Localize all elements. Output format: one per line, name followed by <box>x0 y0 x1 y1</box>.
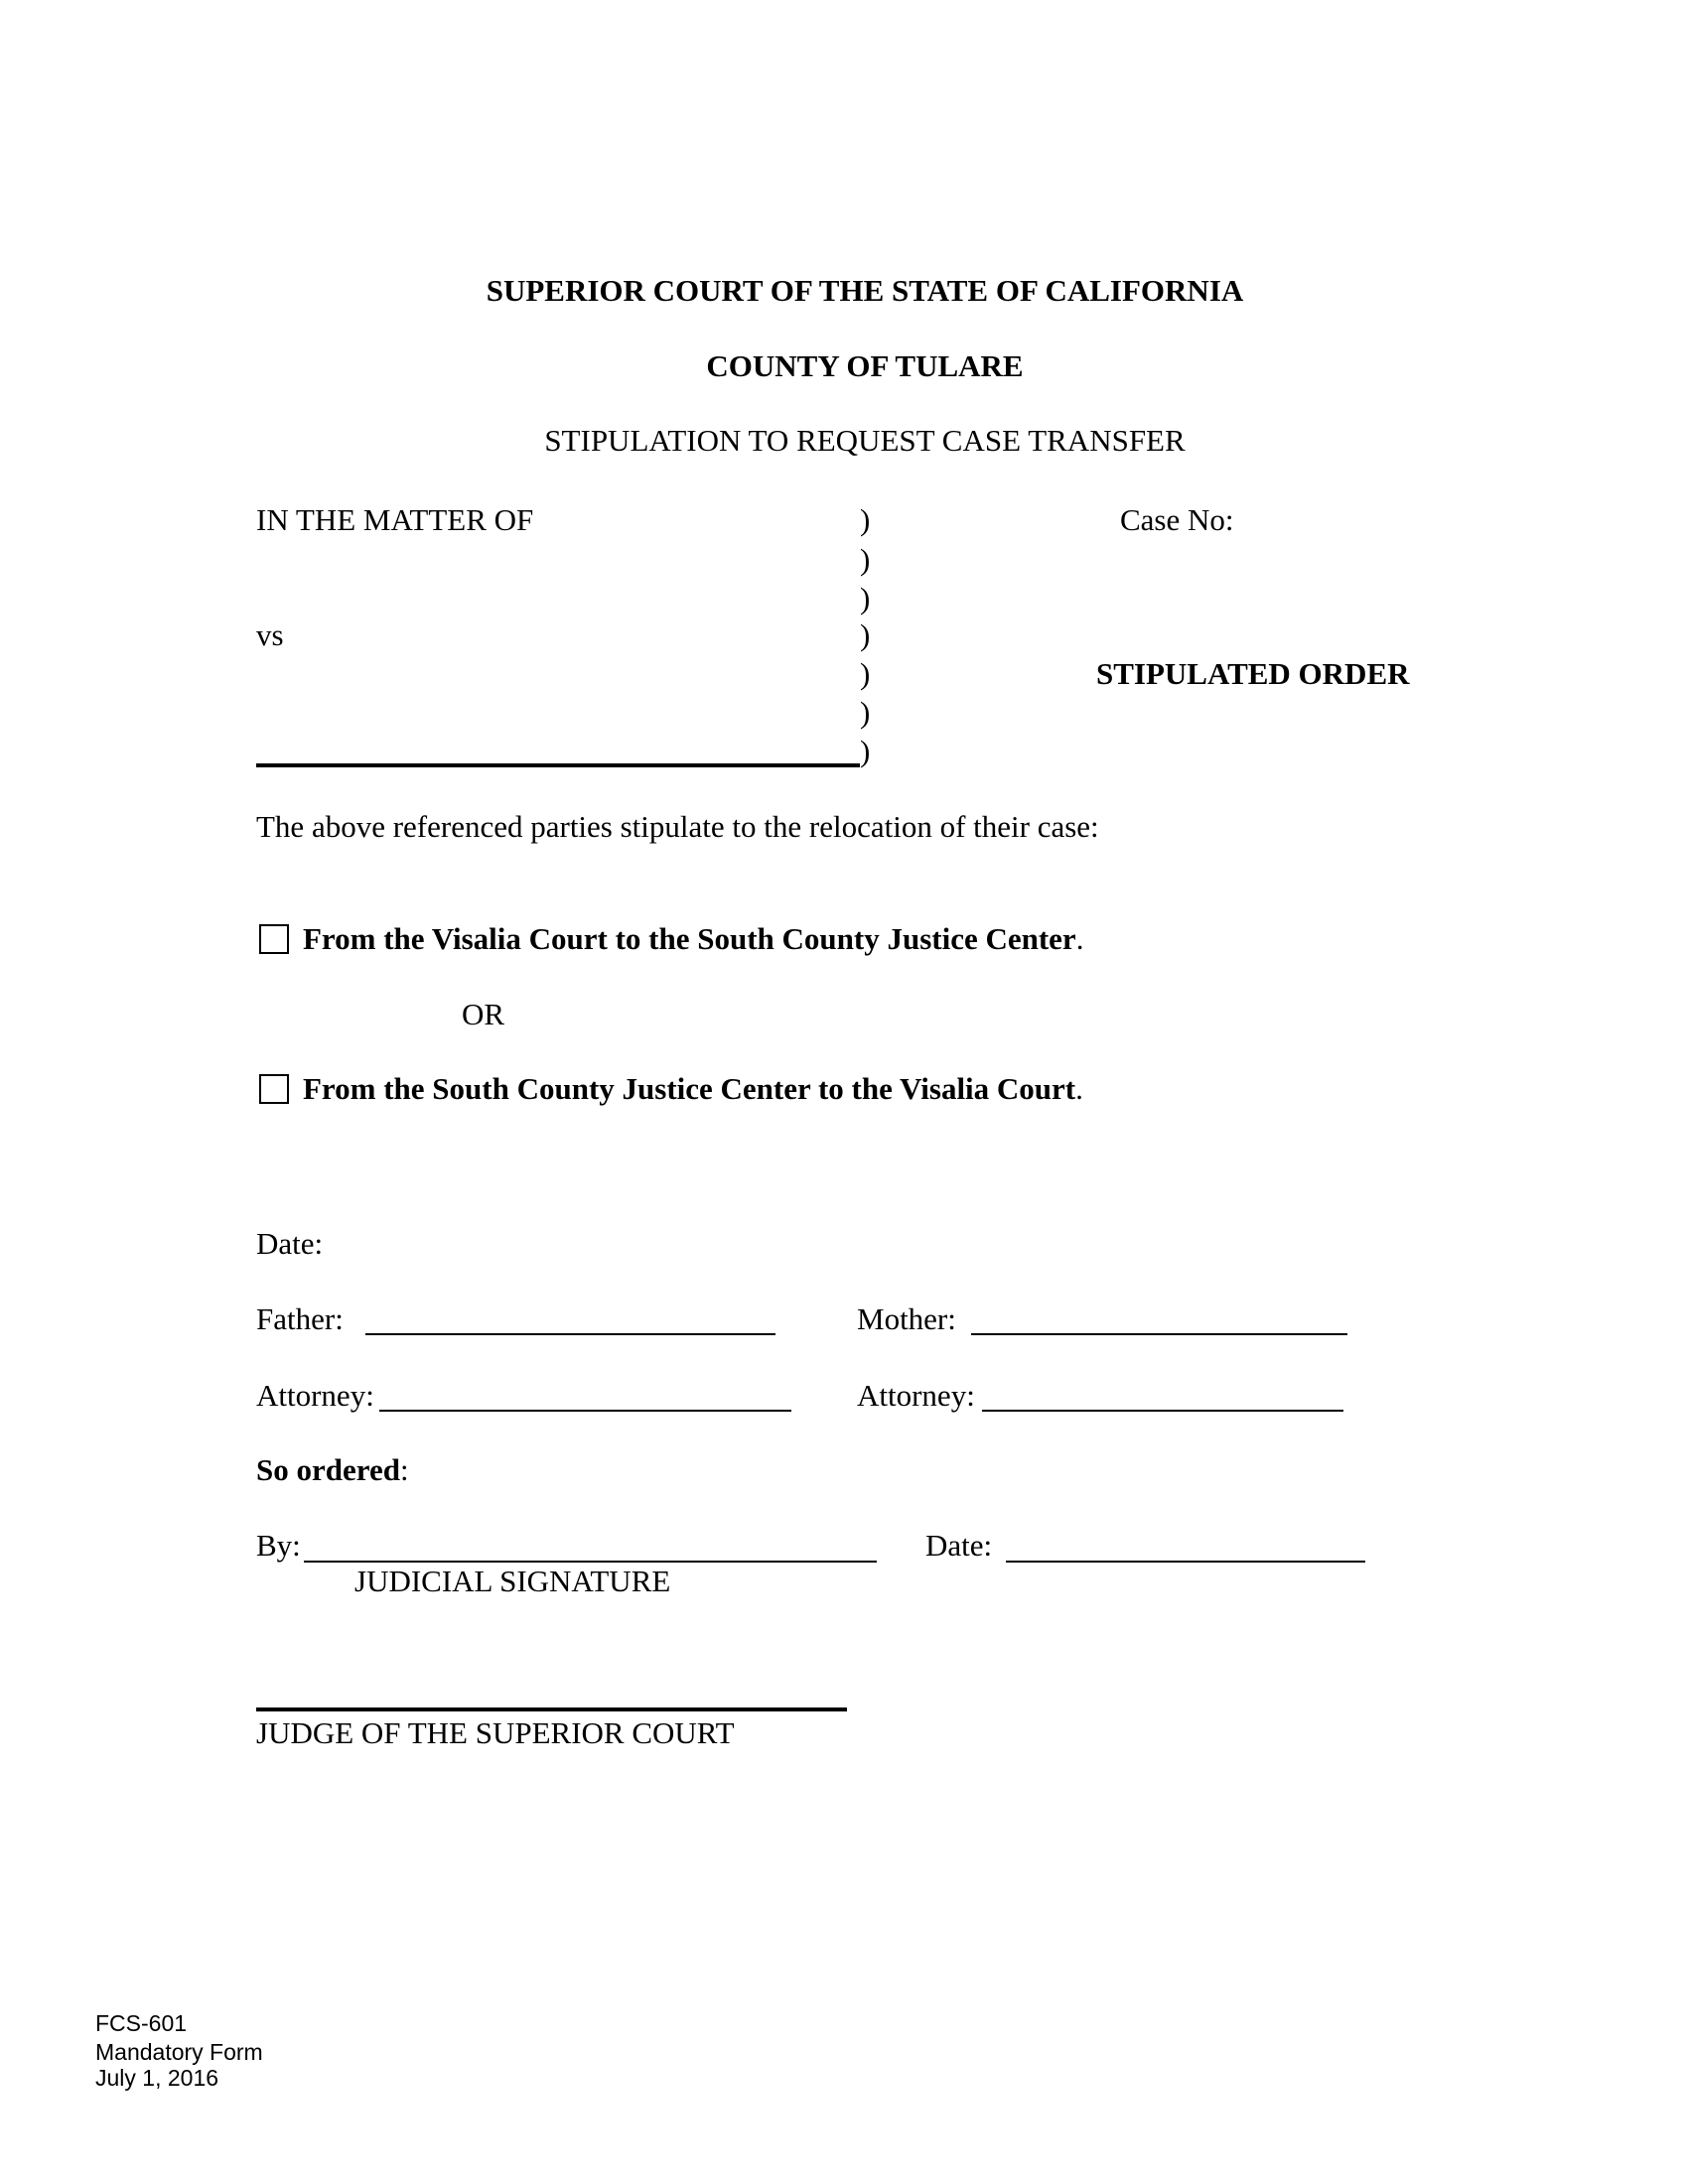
stipulated-order-title: STIPULATED ORDER <box>1096 656 1410 691</box>
judicial-signature-caption: JUDICIAL SIGNATURE <box>354 1564 671 1598</box>
father-signature-line[interactable] <box>365 1333 775 1335</box>
caption-paren: ) <box>860 502 871 537</box>
father-attorney-line[interactable] <box>379 1410 791 1412</box>
order-date-line[interactable] <box>1006 1561 1365 1563</box>
judge-signature-line[interactable] <box>256 1707 847 1711</box>
option2-period: . <box>1075 1071 1083 1106</box>
form-number: FCS-601 <box>95 2010 188 2036</box>
date-label: Date: <box>256 1226 324 1261</box>
judge-label: JUDGE OF THE SUPERIOR COURT <box>256 1715 735 1750</box>
county-heading: COUNTY OF TULARE <box>706 348 1024 383</box>
intro-text: The above referenced parties stipulate to the relocation of their case: <box>256 809 1099 844</box>
mother-attorney-label: Attorney: <box>857 1378 975 1413</box>
option2-checkbox[interactable] <box>259 1074 289 1104</box>
party-name-line[interactable] <box>256 763 860 767</box>
mother-label: Mother: <box>857 1301 956 1336</box>
option2-label <box>303 1071 1083 1107</box>
mother-attorney-line[interactable] <box>982 1410 1343 1412</box>
father-label: Father: <box>256 1301 344 1336</box>
matter-label: IN THE MATTER OF <box>256 502 534 537</box>
caption-paren: ) <box>860 617 871 652</box>
form-title: STIPULATION TO REQUEST CASE TRANSFER <box>544 423 1186 458</box>
judicial-signature-line[interactable] <box>304 1561 877 1563</box>
caption-paren: ) <box>860 734 871 768</box>
option1-text: From the Visalia Court to the South County Justice Center <box>303 921 1076 956</box>
option1-period: . <box>1075 921 1084 956</box>
option1-label <box>303 921 1083 957</box>
so-ordered-label <box>256 1452 409 1488</box>
caption-paren: ) <box>860 542 871 577</box>
case-number-label: Case No: <box>1120 502 1234 537</box>
vs-label: vs <box>256 617 284 652</box>
form-type: Mandatory Form <box>95 2039 263 2065</box>
by-label: By: <box>256 1528 301 1563</box>
court-heading: SUPERIOR COURT OF THE STATE OF CALIFORNIA <box>486 273 1244 308</box>
so-ordered-colon: : <box>399 1452 409 1487</box>
option1-checkbox[interactable] <box>259 924 289 954</box>
caption-paren: ) <box>860 581 871 615</box>
form-date: July 1, 2016 <box>95 2065 219 2091</box>
father-attorney-label: Attorney: <box>256 1378 374 1413</box>
so-ordered-text: So ordered <box>256 1452 400 1487</box>
order-date-label: Date: <box>925 1528 993 1563</box>
caption-paren: ) <box>860 695 871 730</box>
mother-signature-line[interactable] <box>971 1333 1347 1335</box>
caption-paren: ) <box>860 656 871 691</box>
option2-text: From the South County Justice Center to the Visalia Court <box>303 1071 1076 1106</box>
or-label: OR <box>462 997 505 1031</box>
